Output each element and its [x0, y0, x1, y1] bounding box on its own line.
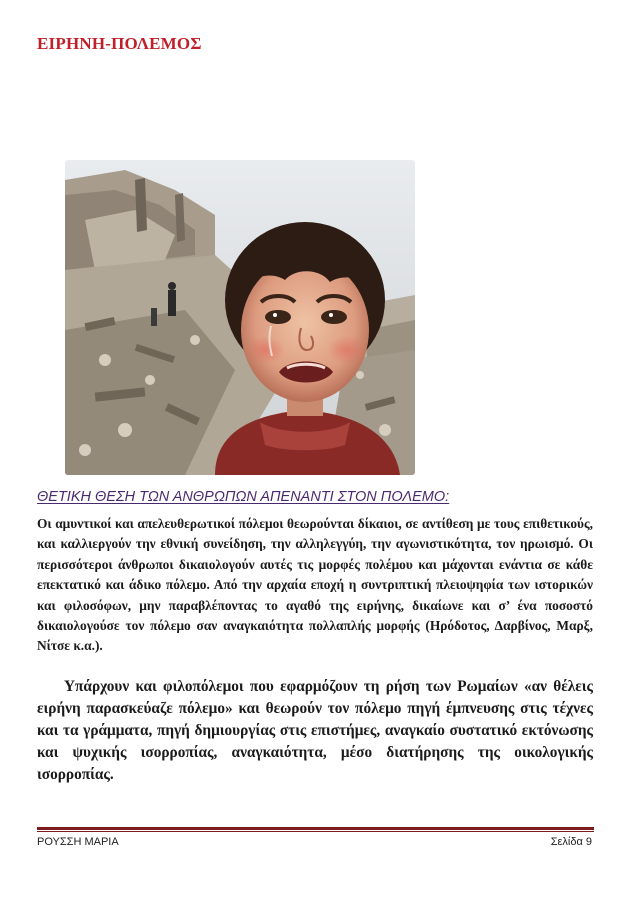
footer-author: ΡΟΥΣΣΗ ΜΑΡΙΑ [37, 836, 119, 848]
paragraph-1: Οι αμυντικοί και απελευθερωτικοί πόλεμοι θεωρούνται δίκαιοι, σε αντίθεση με τους επιθετικούς, και καλλιεργούν την εθνική συνείδηση, την αλληλεγγύη, την αγωνιστικότητα, τον ηρωισμό. Οι περισσότεροι άνθρωποι δικαιολογούν αυτές τις μορφές πολέμου και μάχονται ενάντια σε κάθε επεκτατικό και άδικο πόλεμο. Από την αρχαία εποχή η συντριπτική πλειοψηφία των ιστορικών και φιλοσόφων, μην παραβλέποντας το αγαθό της ειρήνης, δικαίωνε και σ’ ένα ποσοστό δικαιολογούσε τον πόλεμο σαν αναγκαιότητα πολλαπλής μορφής (Ηρόδοτος, Δαρβίνος, Μαρξ, Νίτσε κ.α.). [37, 516, 593, 654]
paragraph-2: Υπάρχουν και φιλοπόλεμοι που εφαρμόζουν τη ρήση των Ρωμαίων «αν θέλεις ειρήνη παρασκεύαζε πόλεμο» και θεωρούν τον πόλεμο πηγή έμπνευσης στις τέχνες και τα γράμματα, πηγή δημιουργίας στις επιστήμες, αναγκαίο συστατικό εκτόνωσης και ψυχικής ισορροπίας, αναγκαιότητα, μέσο διατήρησης της οικολογικής ισορροπίας. [37, 678, 593, 783]
crying-child-photo [65, 160, 415, 475]
footer-rule-thick [37, 827, 594, 830]
war-rubble-child-image [65, 160, 415, 475]
footer-rule-thin [37, 831, 594, 832]
footer-page-number: Σελίδα 9 [550, 836, 592, 848]
page-title: ΕΙΡΗΝΗ-ΠΟΛΕΜΟΣ [37, 34, 202, 53]
section-heading: ΘΕΤΙΚΗ ΘΕΣΗ ΤΩΝ ΑΝΘΡΩΠΩΝ ΑΠΕΝΑΝΤΙ ΣΤΟΝ ΠΟΛΕΜΟ: [37, 489, 450, 505]
